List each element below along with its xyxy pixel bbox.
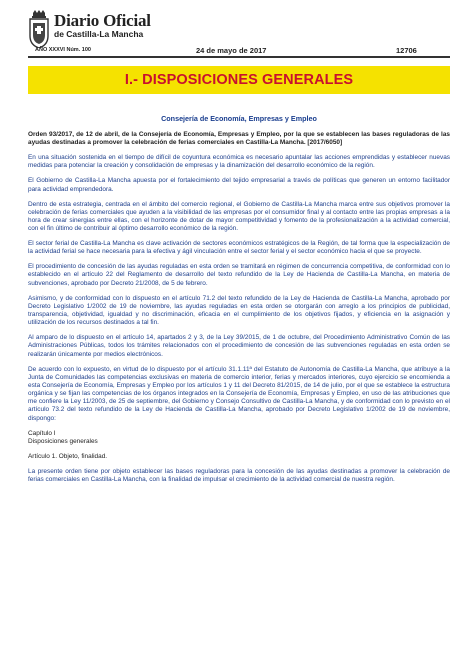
paragraph: Al amparo de lo dispuesto en el artículo 14, apartados 2 y 3, de la Ley 39/2015, de 1 de octubre, del Procedimiento Administrativo Común de las Administraciones Públicas, todos los trámites relacionados con el procedimiento de concesión de las subvenciones reguladas en esta orden se realizarán únicamente por medios electrónicos. — [28, 334, 450, 358]
paragraph: El Gobierno de Castilla-La Mancha apuesta por el fortalecimiento del tejido empresarial a través de políticas que generen un entorno facilitador para actividad emprendedora. — [28, 177, 450, 193]
journal-subtitle: de Castilla-La Mancha — [54, 29, 144, 39]
article-text: La presente orden tiene por objeto establecer las bases reguladoras para la concesión de las ayudas destinadas a promover la celebración de ferias comerciales en Castilla-La Mancha, con la finalidad de impulsar el crecimiento de la actividad comercial de nuestra región. — [28, 467, 450, 483]
journal-brand — [54, 12, 151, 39]
article-heading: Artículo 1. Objeto, finalidad. — [28, 452, 108, 460]
coat-of-arms-icon — [28, 10, 50, 48]
section-banner — [28, 66, 450, 94]
paragraph: De acuerdo con lo expuesto, en virtud de lo dispuesto por el artículo 31.1.11ª del Estatuto de Autonomía de Castilla-La Mancha, que atribuye a la Junta de Comunidades las competencias exclusivas en materia de comercio interior, ferias y mercados interiores, cuyo ejercicio se encomienda a esta Consejería de Economía, Empresas y Empleo por los artículos 1 y 11 del Decreto 81/2015, de 14 de julio, por el que se establece la estructura orgánica y se fijan las competencias de los órganos integrados en la Consejería de Economía, Empresas y Empleo, en uso de las atribuciones que me confiere la Ley 11/2003, de 25 de septiembre, del Gobierno y Consejo Consultivo de Castilla-La Mancha, y de conformidad con lo previsto en el artículo 73.2 del texto refundido de la Ley de Hacienda de Castilla-La Mancha, aprobado por Decreto Legislativo 1/2002 de 19 de noviembre, dispongo: — [28, 365, 450, 422]
paragraph: Dentro de esta estrategia, centrada en el ámbito del comercio regional, el Gobierno de Castilla-La Mancha marca entre sus objetivos promover la celebración de ferias comerciales que ayuden a la visibilidad de las empresas por el consumidor final y al contacto entre las propias empresas a la hora de crear sinergias entre ellas, con el horizonte de dotar de mayor competitividad y fomento de la profesionalización a la actividad comercial, con el fin último de contribuir al óptimo desarrollo económico de la región. — [28, 200, 450, 233]
section-title: I.- DISPOSICIONES GENERALES — [124, 72, 354, 88]
paragraph: El procedimiento de concesión de las ayudas reguladas en esta orden se tramitará en régimen de concurrencia competitiva, de conformidad con lo establecido en el artículo 22 del Reglamento de desarrollo del texto refundido de la Ley de Hacienda de Castilla-La Mancha, en materia de subvenciones, aprobado por Decreto 21/2008, de 5 de febrero. — [28, 263, 450, 287]
ministry-heading: Consejería de Economía, Empresas y Empleo — [161, 114, 317, 123]
chapter-number: Capítulo I — [28, 429, 56, 437]
issue-number: AÑO XXXVI Núm. 100 — [35, 47, 91, 53]
page-number: 12706 — [396, 46, 417, 55]
order-title: Orden 93/2017, de 12 de abril, de la Consejería de Economía, Empresas y Empleo, por la que se establecen las bases reguladoras de las ayudas destinadas a promover la celebración de ferias comerciales en Castilla-La Mancha. [2017/6050] — [28, 131, 450, 147]
journal-title: Diario Oficial — [54, 11, 151, 30]
paragraph: En una situación sostenida en el tiempo de difícil de coyuntura económica es necesario apuntalar las acciones emprendidas y establecer nuevas medidas para potenciar la creación y consolidación de empresas y la dinamización del desarrollo económico de la región. — [28, 154, 450, 170]
publication-date: 24 de mayo de 2017 — [196, 46, 267, 55]
header-rule — [28, 56, 450, 58]
chapter-name: Disposiciones generales — [28, 437, 98, 445]
paragraph: El sector ferial de Castilla-La Mancha es clave activación de sectores económicos estratégicos de la Región, de tal forma que la especialización de la actividad ferial se hace necesaria para la efectiva y ágil vinculación entre el sector ferial y el sector económico hacia el que se proyecte. — [28, 240, 450, 256]
paragraph: Asimismo, y de conformidad con lo dispuesto en el artículo 71.2 del texto refundido de la Ley de Hacienda de Castilla-La Mancha, aprobado por Decreto Legislativo 1/2002 de 19 de noviembre, las ayudas reguladas en esta orden se otorgarán con arreglo a los principios de publicidad, transparencia, objetividad, igualdad y no discriminación, eficacia en el cumplimiento de los objetivos fijados, y eficiencia en la asignación y utilización de los recursos destinados a tal fin. — [28, 294, 450, 327]
document-body — [28, 131, 450, 491]
